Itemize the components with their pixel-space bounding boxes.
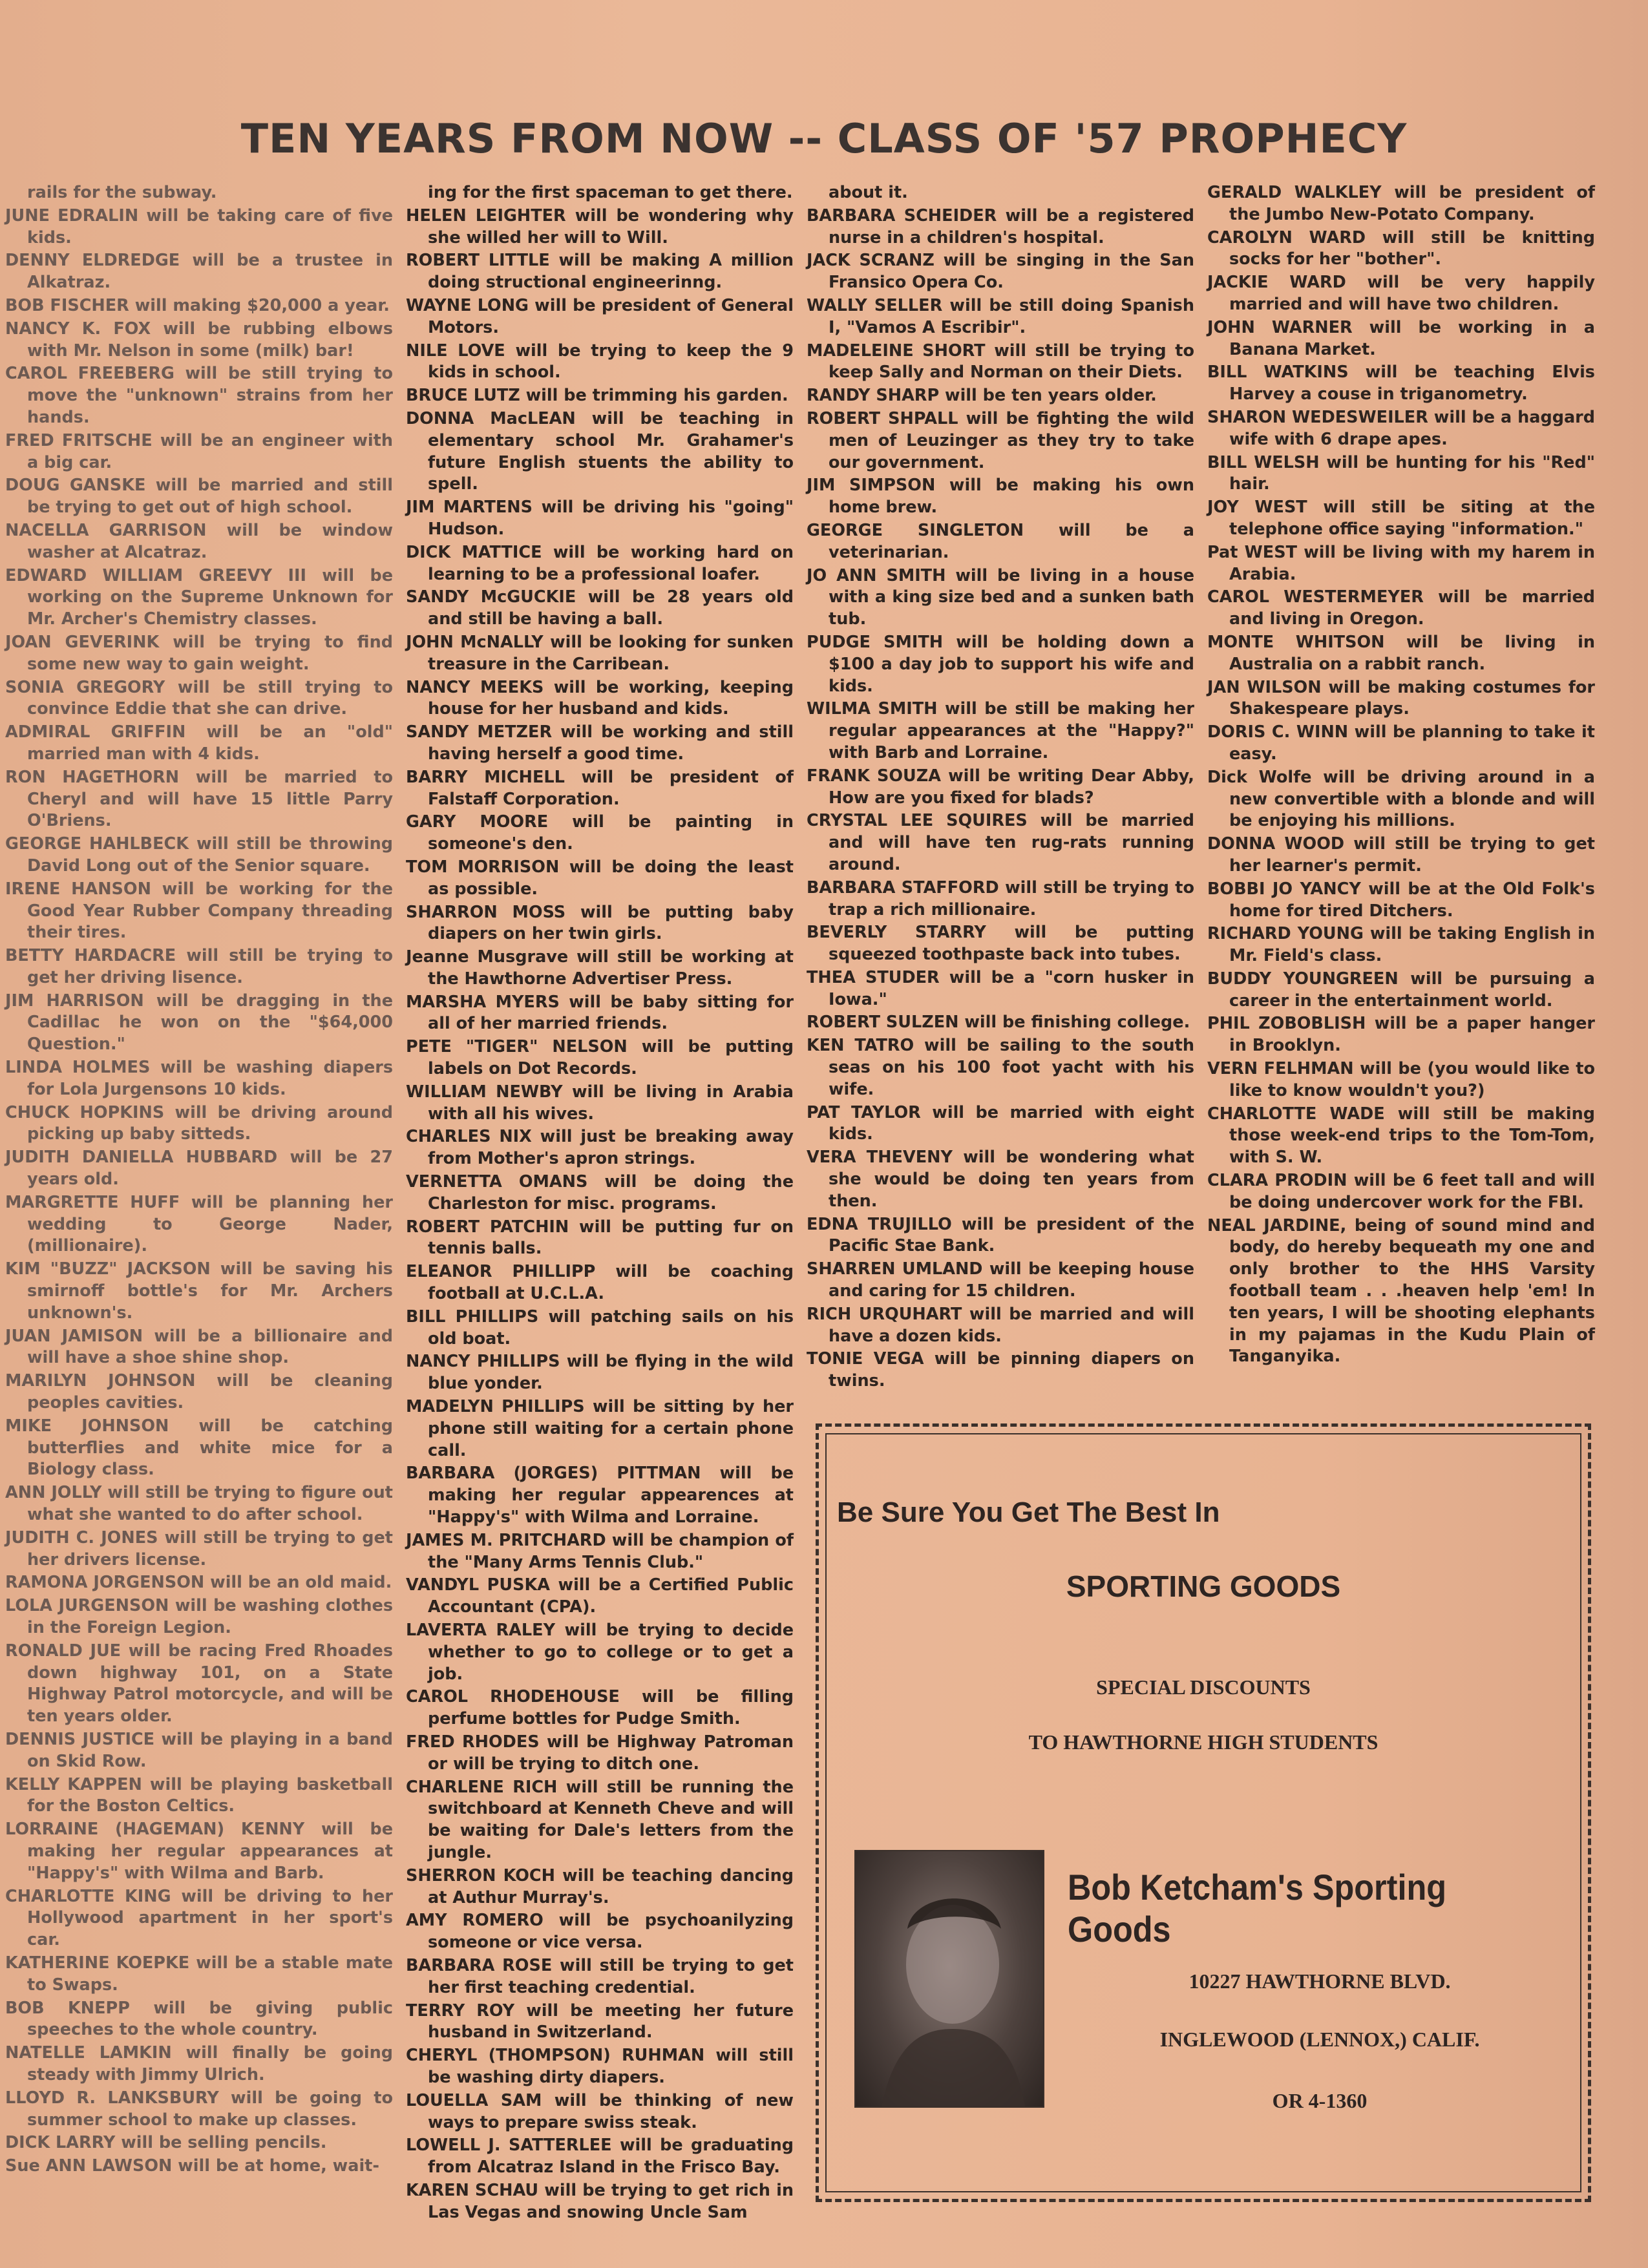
prophecy-entry: RICHARD YOUNG will be taking English in Mr. Field's class. bbox=[1207, 924, 1595, 966]
ad-headline: Be Sure You Get The Best In bbox=[837, 1496, 1220, 1528]
prophecy-entry: LAVERTA RALEY will be trying to decide whether to go to college or to get a job. bbox=[406, 1621, 794, 1684]
prophecy-entry: GEORGE HAHLBECK will still be throwing David Long out of the Senior square. bbox=[5, 834, 393, 876]
prophecy-entry: JUDITH C. JONES will still be trying to get her drivers license. bbox=[5, 1528, 393, 1570]
prophecy-entry: Pat WEST will be living with my harem in Arabia. bbox=[1207, 542, 1595, 584]
prophecy-entry: THEA STUDER will be a "corn husker in Iowa." bbox=[807, 967, 1194, 1009]
prophecy-entry: RICH URQUHART will be married and will have a dozen kids. bbox=[807, 1304, 1194, 1346]
prophecy-entry: CAROLYN WARD will still be knitting socks for her "bother". bbox=[1207, 227, 1595, 269]
page-title: TEN YEARS FROM NOW -- CLASS OF '57 PROPHECY bbox=[240, 115, 1408, 162]
prophecy-entry: TOM MORRISON will be doing the least as possible. bbox=[406, 857, 794, 899]
prophecy-entry: DOUG GANSKE will be married and still be trying to get out of high school. bbox=[5, 476, 393, 518]
prophecy-entry: rails for the subway. bbox=[27, 183, 217, 202]
prophecy-entry: BARBARA (JORGES) PITTMAN will be making her regular appearences at "Happy's" with Wilma and Lorraine. bbox=[406, 1464, 794, 1528]
prophecy-entry: CAROL RHODEHOUSE will be filling perfume bottles for Pudge Smith. bbox=[406, 1687, 794, 1729]
prophecy-entry: ROBERT PATCHIN will be putting fur on tennis balls. bbox=[406, 1217, 794, 1259]
prophecy-entry: about it. bbox=[829, 183, 908, 202]
prophecy-entry: JOY WEST will still be siting at the telephone office saying "information." bbox=[1207, 498, 1595, 539]
prophecy-entry: PETE "TIGER" NELSON will be putting labels on Dot Records. bbox=[406, 1037, 794, 1079]
prophecy-entry: SANDY McGUCKIE will be 28 years old and still be having a ball. bbox=[406, 587, 794, 629]
column-4 bbox=[1207, 182, 1595, 1369]
prophecy-entry: IRENE HANSON will be working for the Good Year Rubber Company threading their tires. bbox=[5, 879, 393, 943]
prophecy-entry: LINDA HOLMES will be washing diapers for Lola Jurgensons 10 kids. bbox=[5, 1058, 393, 1099]
prophecy-entry: GARY MOORE will be painting in someone's den. bbox=[406, 812, 794, 854]
prophecy-entry: AMY ROMERO will be psychoanilyzing someone or vice versa. bbox=[406, 1911, 794, 1953]
prophecy-entry: CRYSTAL LEE SQUIRES will be married and will have ten rug-rats running around. bbox=[807, 811, 1194, 874]
prophecy-entry: PUDGE SMITH will be holding down a $100 a day job to support his wife and kids. bbox=[807, 632, 1194, 696]
prophecy-entry: ing for the first spaceman to get there. bbox=[428, 183, 793, 202]
prophecy-entry: JACK SCRANZ will be singing in the San Fransico Opera Co. bbox=[807, 251, 1194, 293]
prophecy-entry: SHARON WEDESWEILER will be a haggard wife with 6 drape apes. bbox=[1207, 407, 1595, 449]
prophecy-entry: BILL PHILLIPS will patching sails on his old boat. bbox=[406, 1307, 794, 1349]
prophecy-entry: NANCY K. FOX will be rubbing elbows with Mr. Nelson in some (milk) bar! bbox=[5, 319, 393, 361]
prophecy-entry: GEORGE SINGLETON will be a veterinarian. bbox=[807, 520, 1194, 562]
prophecy-entry: NILE LOVE will be trying to keep the 9 kids in school. bbox=[406, 341, 794, 383]
prophecy-entry: MARILYN JOHNSON will be cleaning peoples cavities. bbox=[5, 1371, 393, 1413]
prophecy-entry: DICK MATTICE will be working hard on learning to be a professional loafer. bbox=[406, 542, 794, 584]
prophecy-entry: BILL WATKINS will be teaching Elvis Harvey a couse in triganometry. bbox=[1207, 362, 1595, 404]
prophecy-entry: EDWARD WILLIAM GREEVY III will be working on the Supreme Unknown for Mr. Archer's Chemistry classes. bbox=[5, 565, 393, 629]
prophecy-entry: WILLIAM NEWBY will be living in Arabia with all his wives. bbox=[406, 1082, 794, 1124]
prophecy-entry: HELEN LEIGHTER will be wondering why she willed her will to Will. bbox=[406, 205, 794, 247]
prophecy-entry: VERA THEVENY will be wondering what she would be doing ten years from then. bbox=[807, 1148, 1194, 1211]
prophecy-entry: JIM HARRISON will be dragging in the Cadillac he won on the "$64,000 Question." bbox=[5, 991, 393, 1055]
prophecy-entry: MADELYN PHILLIPS will be sitting by her phone still waiting for a certain phone call. bbox=[406, 1397, 794, 1460]
prophecy-entry: BRUCE LUTZ will be trimming his garden. bbox=[406, 386, 788, 406]
prophecy-entry: NEAL JARDINE, being of sound mind and body, do hereby bequeath my one and only brother to the HHS Varsity football team . . .heaven help 'em! In ten years, I will be shooting elephants in my pajamas in the Kudu Plain of Tanganyika. bbox=[1207, 1215, 1595, 1367]
prophecy-entry: JOHN McNALLY will be looking for sunken treasure in the Carribean. bbox=[406, 632, 794, 674]
prophecy-entry: MADELEINE SHORT will still be trying to keep Sally and Norman on their Diets. bbox=[807, 341, 1194, 383]
prophecy-entry: SHARREN UMLAND will be keeping house and caring for 15 children. bbox=[807, 1259, 1194, 1301]
prophecy-entry: Sue ANN LAWSON will be at home, wait- bbox=[5, 2156, 379, 2176]
prophecy-entry: ADMIRAL GRIFFIN will be an "old" married man with 4 kids. bbox=[5, 722, 393, 764]
prophecy-entry: Jeanne Musgrave will still be working at the Hawthorne Advertiser Press. bbox=[406, 947, 794, 989]
prophecy-entry: DONNA WOOD will still be trying to get her learner's permit. bbox=[1207, 834, 1595, 876]
prophecy-entry: BEVERLY STARRY will be putting squeezed toothpaste back into tubes. bbox=[807, 923, 1194, 965]
ad-store-name: Bob Ketcham's Sporting Goods bbox=[1068, 1867, 1447, 1949]
prophecy-entry: GERALD WALKLEY will be president of the Jumbo New-Potato Company. bbox=[1207, 183, 1595, 224]
sporting-goods-advertisement bbox=[816, 1423, 1591, 2202]
prophecy-entry: RONALD JUE will be racing Fred Rhoades down highway 101, on a State Highway Patrol motorcycle, and will be ten years older. bbox=[5, 1641, 393, 1727]
prophecy-entry: DICK LARRY will be selling pencils. bbox=[5, 2133, 327, 2153]
prophecy-entry: TONIE VEGA will be pinning diapers on twins. bbox=[807, 1349, 1194, 1391]
prophecy-entry: PAT TAYLOR will be married with eight kids. bbox=[807, 1102, 1194, 1144]
prophecy-entry: CHERYL (THOMPSON) RUHMAN will still be washing dirty diapers. bbox=[406, 2046, 794, 2087]
ad-phone: OR 4-1360 bbox=[1272, 2089, 1368, 2112]
prophecy-entry: FRED FRITSCHE will be an engineer with a big car. bbox=[5, 430, 393, 472]
prophecy-entry: MIKE JOHNSON will be catching butterflies and white mice for a Biology class. bbox=[5, 1416, 393, 1480]
prophecy-entry: JIM SIMPSON will be making his own home brew. bbox=[807, 476, 1194, 518]
prophecy-entry: VERN FELHMAN will be (you would like to like to know wouldn't you?) bbox=[1207, 1059, 1595, 1100]
prophecy-entry: NANCY MEEKS will be working, keeping house for her husband and kids. bbox=[406, 677, 794, 719]
prophecy-entry: JOAN GEVERINK will be trying to find some new way to gain weight. bbox=[5, 632, 393, 674]
prophecy-entry: KATHERINE KOEPKE will be a stable mate to Swaps. bbox=[5, 1953, 393, 1995]
prophecy-entry: JIM MARTENS will be driving his "going" Hudson. bbox=[406, 498, 794, 539]
prophecy-entry: ROBERT SULZEN will be finishing college. bbox=[807, 1013, 1190, 1033]
prophecy-entry: BARBARA ROSE will still be trying to get her first teaching credential. bbox=[406, 1955, 794, 1997]
ad-address: 10227 HAWTHORNE BLVD. bbox=[1188, 1969, 1451, 1993]
prophecy-entry: LOLA JURGENSON will be washing clothes in the Foreign Legion. bbox=[5, 1596, 393, 1637]
ad-discount-line-2: TO HAWTHORNE HIGH STUDENTS bbox=[1028, 1730, 1379, 1754]
prophecy-entry: CHARLOTTE KING will be driving to her Hollywood apartment in her sport's car. bbox=[5, 1886, 393, 1950]
prophecy-entry: BETTY HARDACRE will still be trying to get her driving lisence. bbox=[5, 946, 393, 987]
prophecy-entry: KAREN SCHAU will be trying to get rich in Las Vegas and snowing Uncle Sam bbox=[406, 2180, 794, 2222]
prophecy-entry: JAN WILSON will be making costumes for Shakespeare plays. bbox=[1207, 677, 1595, 719]
prophecy-entry: FRED RHODES will be Highway Patroman or will be trying to ditch one. bbox=[406, 1732, 794, 1774]
prophecy-entry: WILMA SMITH will be still be making her regular appearances at the "Happy?" with Barb and Lorraine. bbox=[807, 699, 1194, 762]
prophecy-entry: Dick Wolfe will be driving around in a new convertible with a blonde and will be enjoying his millions. bbox=[1207, 767, 1595, 831]
prophecy-entry: TERRY ROY will be meeting her future husband in Switzerland. bbox=[406, 2000, 794, 2042]
ad-product: SPORTING GOODS bbox=[1066, 1570, 1341, 1603]
prophecy-entry: CAROL WESTERMEYER will be married and living in Oregon. bbox=[1207, 587, 1595, 629]
prophecy-entry: JO ANN SMITH will be living in a house with a king size bed and a sunken bath tub. bbox=[807, 565, 1194, 629]
prophecy-entry: BARBARA STAFFORD will still be trying to trap a rich millionaire. bbox=[807, 877, 1194, 919]
prophecy-entry: LLOYD R. LANKSBURY will be going to summer school to make up classes. bbox=[5, 2088, 393, 2130]
prophecy-entry: WALLY SELLER will be still doing Spanish I, "Vamos A Escribir". bbox=[807, 295, 1194, 337]
prophecy-entry: NACELLA GARRISON will be window washer at Alcatraz. bbox=[5, 520, 393, 562]
prophecy-entry: VANDYL PUSKA will be a Certified Public Accountant (CPA). bbox=[406, 1575, 794, 1617]
prophecy-entry: BILL WELSH will be hunting for his "Red" hair. bbox=[1207, 452, 1595, 494]
prophecy-entry: CHARLOTTE WADE will still be making those week-end trips to the Tom-Tom, with S. W. bbox=[1207, 1104, 1595, 1168]
prophecy-entry: SHARRON MOSS will be putting baby diapers on her twin girls. bbox=[406, 902, 794, 944]
prophecy-entry: SHERRON KOCH will be teaching dancing at Authur Murray's. bbox=[406, 1865, 794, 1907]
prophecy-entry: CHARLES NIX will just be breaking away from Mother's apron strings. bbox=[406, 1127, 794, 1169]
column-3 bbox=[807, 182, 1194, 1394]
prophecy-entry: CLARA PRODIN will be 6 feet tall and will be doing undercover work for the FBI. bbox=[1207, 1171, 1595, 1212]
prophecy-entry: RANDY SHARP will be ten years older. bbox=[807, 386, 1157, 406]
prophecy-entry: CAROL FREEBERG will be still trying to move the "unknown" strains from her hands. bbox=[5, 364, 393, 427]
prophecy-entry: DONNA MacLEAN will be teaching in elementary school Mr. Grahamer's future English stuents the ability to spell. bbox=[406, 408, 794, 494]
prophecy-entry: RON HAGETHORN will be married to Cheryl and will have 15 little Parry O'Briens. bbox=[5, 767, 393, 831]
prophecy-entry: EDNA TRUJILLO will be president of the Pacific Stae Bank. bbox=[807, 1214, 1194, 1256]
prophecy-entry: JACKIE WARD will be very happily married and will have two children. bbox=[1207, 273, 1595, 314]
prophecy-entry: JOHN WARNER will be working in a Banana Market. bbox=[1207, 317, 1595, 359]
prophecy-entry: CHARLENE RICH will still be running the switchboard at Kenneth Cheve and will be waiting for Dale's letters from the jungle. bbox=[406, 1777, 794, 1862]
column-2 bbox=[406, 182, 794, 2225]
prophecy-entry: ANN JOLLY will still be trying to figure out what she wanted to do after school. bbox=[5, 1483, 393, 1525]
prophecy-entry: BOB FISCHER will making $20,000 a year. bbox=[5, 295, 390, 315]
column-1 bbox=[5, 182, 393, 2179]
prophecy-entry: JUAN JAMISON will be a billionaire and will have a shoe shine shop. bbox=[5, 1326, 393, 1368]
prophecy-entry: BARRY MICHELL will be president of Falstaff Corporation. bbox=[406, 767, 794, 809]
prophecy-entry: CHUCK HOPKINS will be driving around picking up baby sitteds. bbox=[5, 1102, 393, 1144]
portrait-photo bbox=[854, 1850, 1044, 2108]
prophecy-entry: JAMES M. PRITCHARD will be champion of the "Many Arms Tennis Club." bbox=[406, 1530, 794, 1572]
prophecy-entry: WAYNE LONG will be president of General Motors. bbox=[406, 295, 794, 337]
portrait-silhouette-icon bbox=[856, 1851, 1043, 2106]
prophecy-entry: PHIL ZOBOBLISH will be a paper hanger in Brooklyn. bbox=[1207, 1014, 1595, 1056]
prophecy-entry: BARBARA SCHEIDER will be a registered nurse in a children's hospital. bbox=[807, 205, 1194, 247]
prophecy-entry: LORRAINE (HAGEMAN) KENNY will be making her regular appearances at "Happy's" with Wilma and Barb. bbox=[5, 1820, 393, 1883]
prophecy-entry: KELLY KAPPEN will be playing basketball for the Boston Celtics. bbox=[5, 1774, 393, 1816]
prophecy-entry: NANCY PHILLIPS will be flying in the wild blue yonder. bbox=[406, 1352, 794, 1394]
prophecy-entry: ROBERT LITTLE will be making A million doing structional engineerinng. bbox=[406, 251, 794, 293]
prophecy-entry: MONTE WHITSON will be living in Australia on a rabbit ranch. bbox=[1207, 632, 1595, 674]
prophecy-entry: ROBERT SHPALL will be fighting the wild men of Leuzinger as they try to take our government. bbox=[807, 408, 1194, 472]
prophecy-entry: KIM "BUZZ" JACKSON will be saving his smirnoff bottle's for Mr. Archers unknown's. bbox=[5, 1259, 393, 1323]
prophecy-entry: LOWELL J. SATTERLEE will be graduating from Alcatraz Island in the Frisco Bay. bbox=[406, 2136, 794, 2178]
prophecy-entry: DENNIS JUSTICE will be playing in a band on Skid Row. bbox=[5, 1729, 393, 1771]
prophecy-entry: KEN TATRO will be sailing to the south seas on his 100 foot yacht with his wife. bbox=[807, 1036, 1194, 1099]
prophecy-entry: MARGRETTE HUFF will be planning her wedding to George Nader, (millionaire). bbox=[5, 1192, 393, 1256]
prophecy-entry: MARSHA MYERS will be baby sitting for all of her married friends. bbox=[406, 992, 794, 1034]
prophecy-entry: JUDITH DANIELLA HUBBARD will be 27 years old. bbox=[5, 1148, 393, 1190]
prophecy-entry: FRANK SOUZA will be writing Dear Abby, How are you fixed for blads? bbox=[807, 766, 1194, 808]
prophecy-entry: SONIA GREGORY will be still trying to convince Eddie that she can drive. bbox=[5, 677, 393, 719]
prophecy-entry: VERNETTA OMANS will be doing the Charleston for misc. programs. bbox=[406, 1172, 794, 1213]
prophecy-entry: BOB KNEPP will be giving public speeches to the whole country. bbox=[5, 1998, 393, 2040]
prophecy-entry: DORIS C. WINN will be planning to take it easy. bbox=[1207, 722, 1595, 764]
prophecy-entry: NATELLE LAMKIN will finally be going steady with Jimmy Ulrich. bbox=[5, 2043, 393, 2084]
ad-discount-line-1: SPECIAL DISCOUNTS bbox=[1096, 1675, 1311, 1699]
prophecy-entry: LOUELLA SAM will be thinking of new ways to prepare swiss steak. bbox=[406, 2090, 794, 2132]
prophecy-entry: DENNY ELDREDGE will be a trustee in Alkatraz. bbox=[5, 251, 393, 293]
prophecy-entry: BOBBI JO YANCY will be at the Old Folk's home for tired Ditchers. bbox=[1207, 879, 1595, 921]
prophecy-entry: JUNE EDRALIN will be taking care of five kids. bbox=[5, 205, 393, 247]
ad-city: INGLEWOOD (LENNOX,) CALIF. bbox=[1159, 2028, 1480, 2051]
prophecy-entry: ELEANOR PHILLIPP will be coaching football at U.C.L.A. bbox=[406, 1262, 794, 1304]
prophecy-entry: SANDY METZER will be working and still having herself a good time. bbox=[406, 722, 794, 764]
prophecy-entry: BUDDY YOUNGREEN will be pursuing a career in the entertainment world. bbox=[1207, 969, 1595, 1011]
prophecy-entry: RAMONA JORGENSON will be an old maid. bbox=[5, 1573, 392, 1593]
